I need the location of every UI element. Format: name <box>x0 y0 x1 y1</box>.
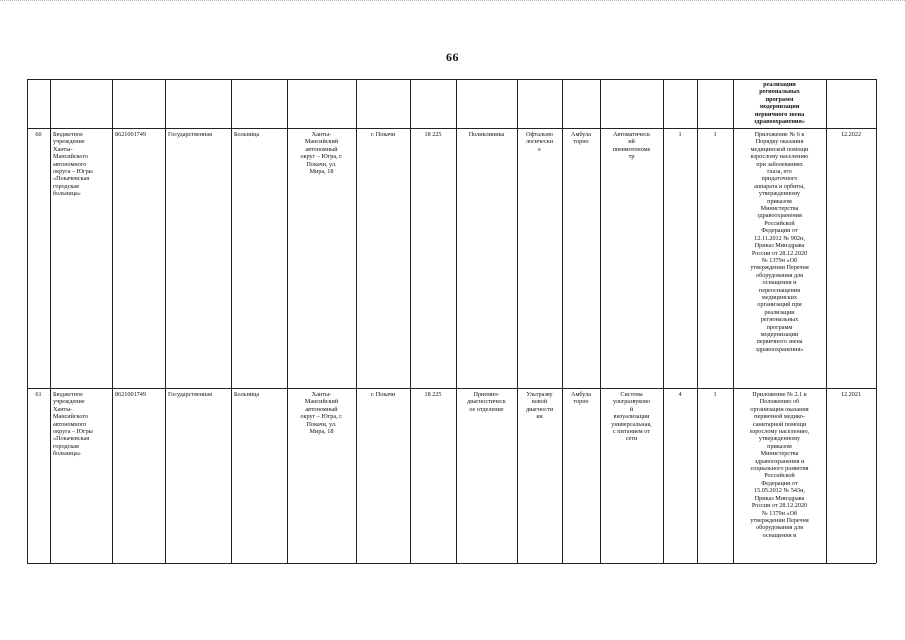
legal-basis: Приложение № 2.1 к Положению об организации оказания первичной медико- санитарной помощи взрослому населению, утвержденному приказом Министерства здравоохранения и социального развития Российской Федерации от 15.05.2012 № 543н, Приказ Минздрава России от 28.12.2020 № 1379н «Об утверждении Перечня оборудования для оснащения и <box>749 391 810 539</box>
facility-type: Больница <box>234 131 260 138</box>
ownership-form: Государственная <box>168 391 212 398</box>
scan-top-edge <box>0 0 905 12</box>
address: Ханты- Мансийский автономный округ – Югра, г. Покачи, ул. Мира, 18 <box>300 391 343 436</box>
delivery-date: 12.2021 <box>840 391 862 398</box>
carryover-legal-basis: реализации региональных программ модернизации первичного звена здравоохранения» <box>754 81 805 126</box>
table-rule-top <box>27 79 876 80</box>
organization-name: Бюджетное учреждение Ханты- Мансийского автономного округа – Югры «Покачевская городская больница» <box>53 131 93 198</box>
organization-name: Бюджетное учреждение Ханты- Мансийского автономного округа – Югры «Покачевская городская больница» <box>53 391 93 458</box>
structural-unit: Поликлиника <box>468 131 505 138</box>
table-rule-row60 <box>27 128 876 129</box>
quantity-required: 1 <box>678 131 682 138</box>
medical-profile: Ультразву ковой диагности ки <box>525 391 554 421</box>
equipment-name: Автоматическ ий пневмотономе тр <box>612 131 651 161</box>
table-col-rule <box>165 79 166 563</box>
table-col-rule <box>112 79 113 563</box>
table-col-rule <box>231 79 232 563</box>
care-conditions: Амбула торно <box>571 131 591 146</box>
structural-unit: Приемно- диагностическ ое отделение <box>467 391 506 413</box>
table-col-rule <box>876 79 877 563</box>
address: Ханты- Мансийский автономный округ – Югра, г. Покачи, ул. Мира, 18 <box>300 131 343 176</box>
table-rule-row61 <box>27 388 876 389</box>
city: г. Покачи <box>370 391 396 398</box>
quantity-planned: 1 <box>713 131 717 138</box>
inn: 8621001749 <box>115 391 146 398</box>
facility-type: Больница <box>234 391 260 398</box>
quantity-required: 4 <box>678 391 682 398</box>
row-number: 60 <box>35 131 42 138</box>
page-number: 66 <box>446 50 459 64</box>
delivery-date: 12.2022 <box>840 131 862 138</box>
care-conditions: Амбула торно <box>571 391 591 406</box>
legal-basis: Приложение № 6 к Порядку оказания медицинской помощи взрослому населению при заболеваниях глаза, его придаточного аппарата и орбиты, утвержденному приказом Министерства здравоохранения Российской Федерации от 12.11.2012 № 902н, Приказ Минздрава России от 28.12.2020 № 1379н «Об утверждении Перечня оборудования для оснащения и переоснащения медицинских организаций при реализации региональных программ модернизации первичного звена здравоохранения» <box>750 131 809 353</box>
inn: 8621001749 <box>115 131 146 138</box>
ownership-form: Государственная <box>168 131 212 138</box>
settlement-code: 18 225 <box>424 131 442 138</box>
equipment-name: Система ультразвуково й визуализации универсальная, с питанием от сети <box>611 391 652 443</box>
city: г. Покачи <box>370 131 396 138</box>
row-number: 61 <box>35 391 42 398</box>
quantity-planned: 1 <box>713 391 717 398</box>
table-rule-bottom <box>27 563 876 564</box>
table-col-rule <box>50 79 51 563</box>
medical-profile: Офтальмо логически е <box>525 131 554 153</box>
settlement-code: 18 225 <box>424 391 442 398</box>
